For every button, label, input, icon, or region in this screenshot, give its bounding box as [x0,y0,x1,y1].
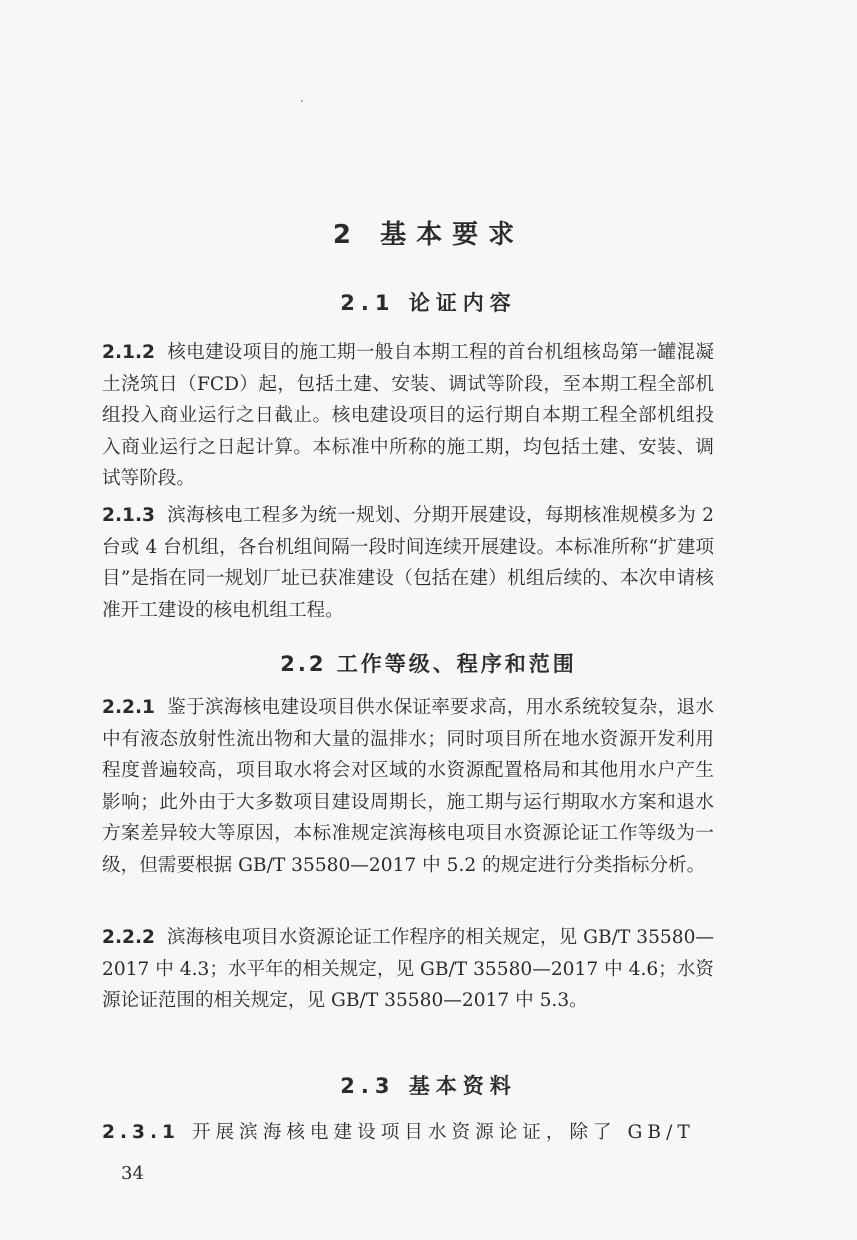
section-title-2-1: 2.1 论证内容 [340,291,517,315]
chapter-title: 2 基本要求 [332,220,525,250]
clause-text: 鉴于滨海核电建设项目供水保证率要求高，用水系统较复杂，退水中有液态放射性流出物和大量的温排水；同时项目所在地水资源开发利用程度普遍较高，项目取水将会对区域的水资源配置格局和其他用水户产生影响；此外由于大多数项目建设周期长，施工期与运行期取水方案和退水方案差异较大等原因，本标准规定滨海核电项目水资源论证工作等级为一级，但需要根据 GB/T 35580—2017 中 5.2 的规定进行分类指标分析。 [102,697,714,876]
clause-text: 滨海核电工程多为统一规划、分期开展建设，每期核准规模多为 2 台或 4 台机组，各台机组间隔一段时间连续开展建设。本标准所称“扩建项目”是指在同一规划厂址已获准建设（包括在建）机组后续的、本次申请核准开工建设的核电机组工程。 [102,505,714,621]
clause-text: 开展滨海核电建设项目水资源论证，除了 GB/T [191,1122,695,1143]
paragraph-2-1-3 [102,500,714,626]
section-title-2-3: 2.3 基本资料 [340,1074,517,1098]
scan-speck [301,100,303,102]
paragraph-2-2-2 [102,922,714,1017]
paragraph-2-1-2 [102,337,714,495]
clause-number: 2.2.2 [102,927,155,948]
clause-number: 2.1.3 [102,505,155,526]
clause-number: 2.1.2 [102,342,155,363]
section-title-2-2: 2.2 工作等级、程序和范围 [280,652,577,676]
clause-text: 滨海核电项目水资源论证工作程序的相关规定，见 GB/T 35580—2017 中 4.3；水平年的相关规定，见 GB/T 35580—2017 中 4.6；水资源论证范围的相关规定，见 GB/T 35580—2017 中 5.3。 [102,927,714,1012]
paragraph-2-3-1 [102,1117,714,1149]
paragraph-2-2-1 [102,692,714,882]
clause-number: 2.2.1 [102,697,155,718]
clause-text: 核电建设项目的施工期一般自本期工程的首台机组核岛第一罐混凝土浇筑日（FCD）起，包括土建、安装、调试等阶段，至本期工程全部机组投入商业运行之日截止。核电建设项目的运行期自本期工程全部机组投入商业运行之日起计算。本标准中所称的施工期，均包括土建、安装、调试等阶段。 [102,342,714,490]
page-number: 34 [121,1163,144,1184]
clause-number: 2.3.1 [102,1122,180,1143]
